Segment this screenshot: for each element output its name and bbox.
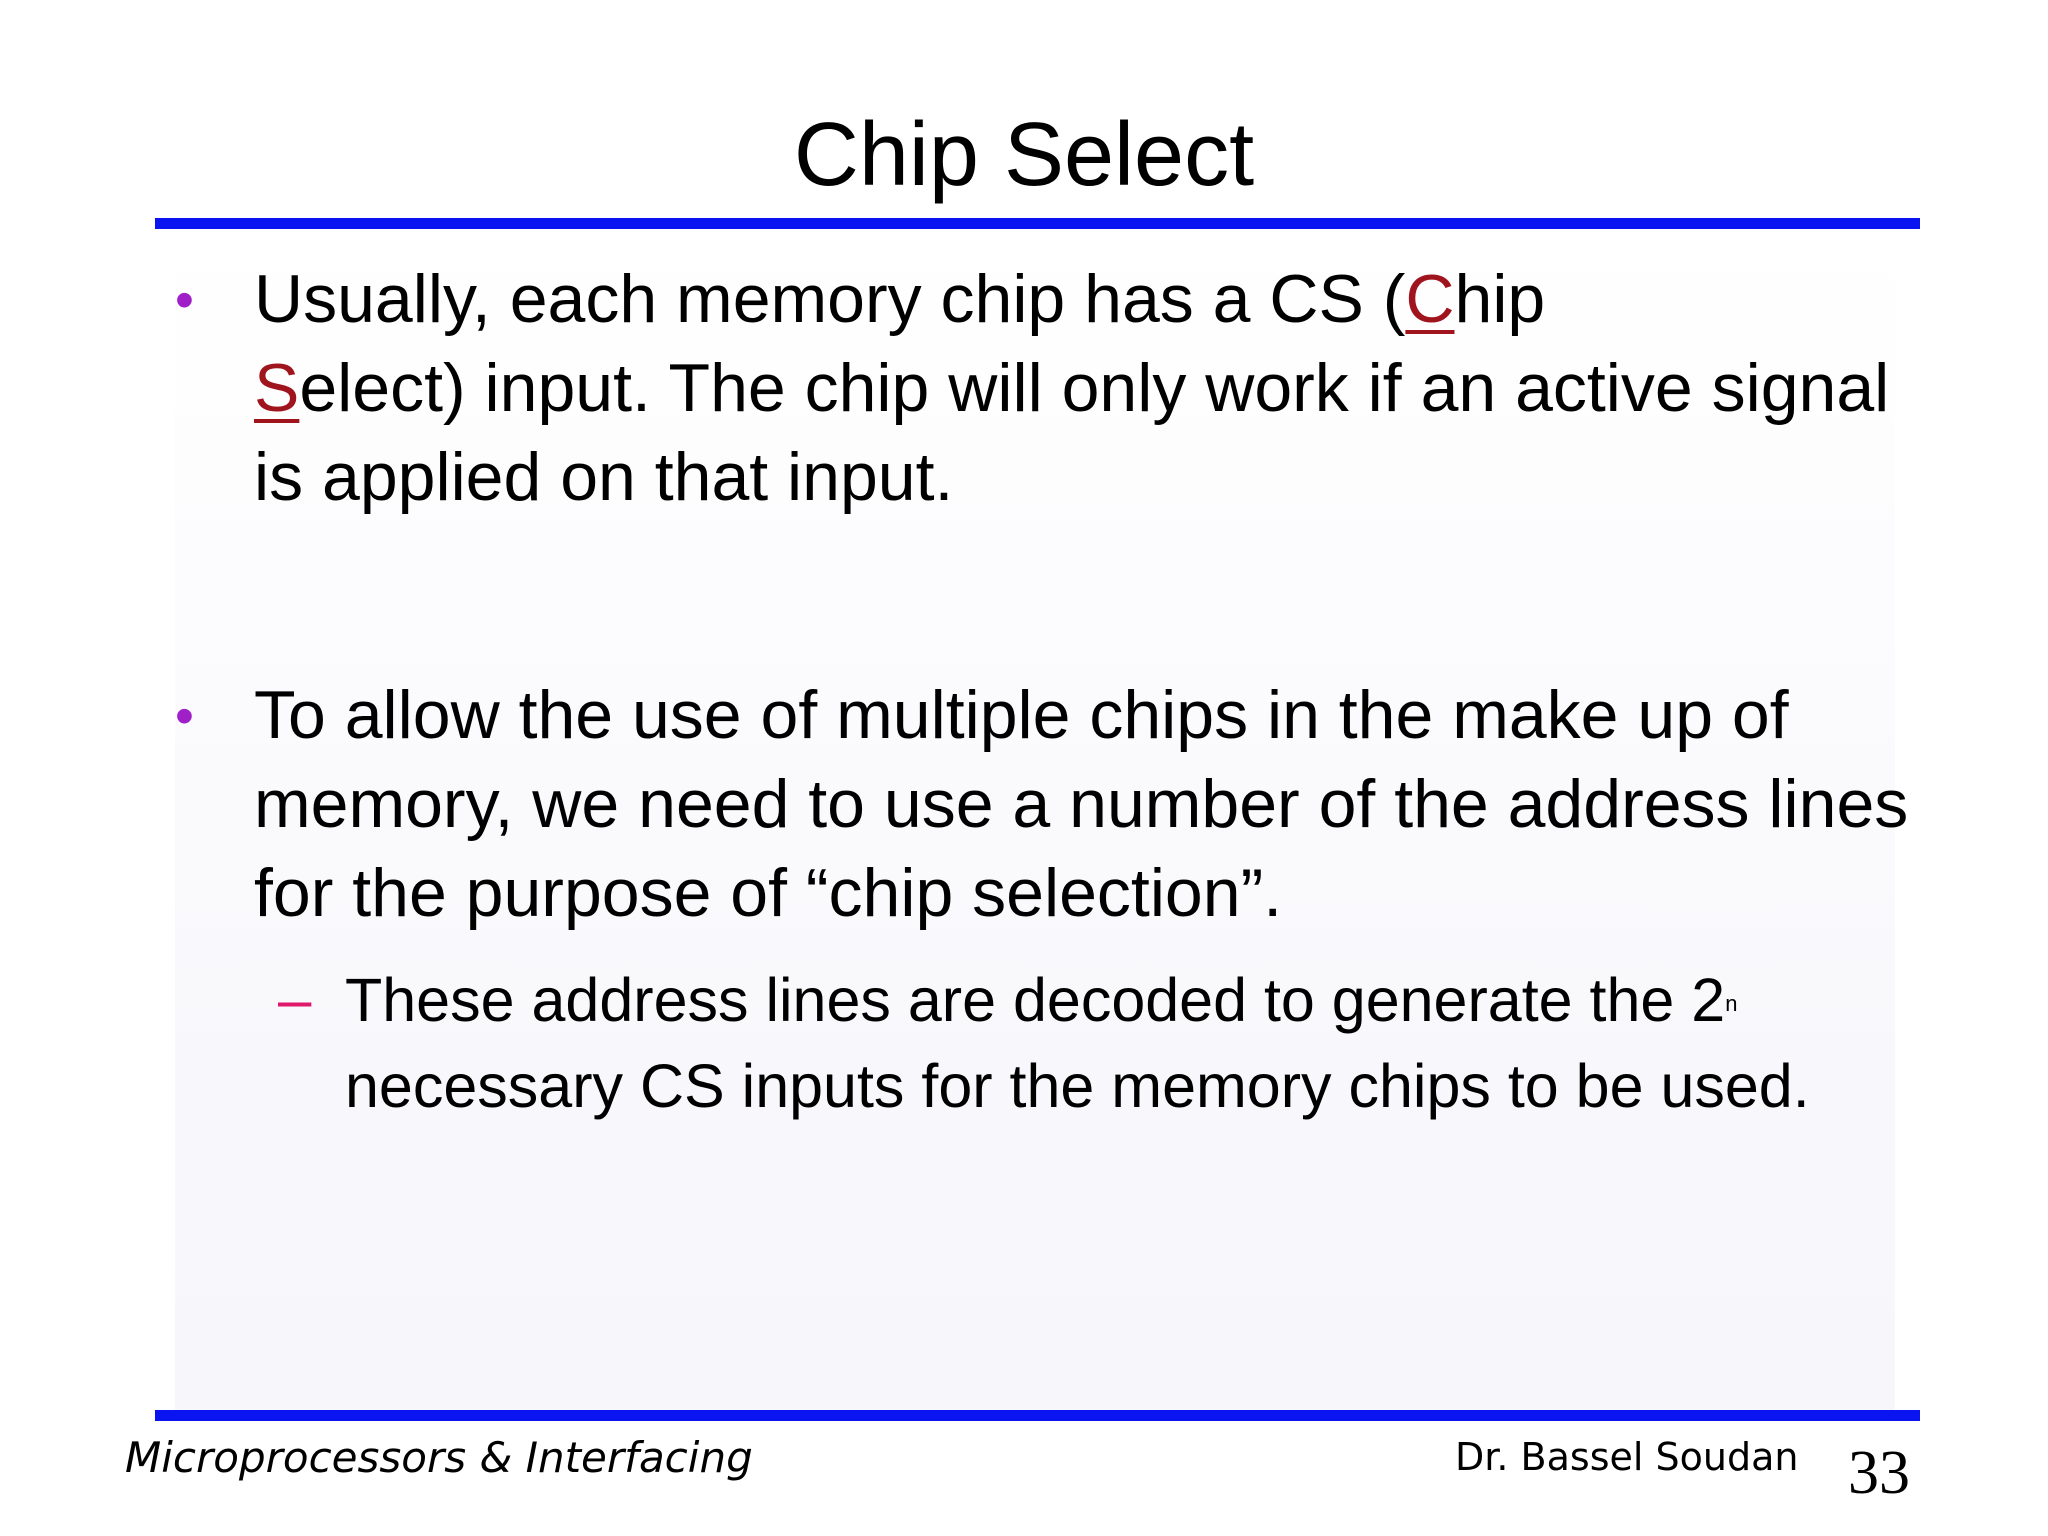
subitem-superscript: n bbox=[1725, 991, 1738, 1016]
bullet-icon: • bbox=[175, 686, 194, 746]
slide-title: Chip Select bbox=[793, 105, 1255, 205]
dash-icon: – bbox=[278, 966, 312, 1033]
title-underline-rule bbox=[155, 218, 1920, 229]
subitem-suffix: necessary CS inputs for the memory chips to be used. bbox=[345, 1052, 1810, 1120]
bullet-1-segment: elect) input. The chip will only work if an active signal is applied on that input. bbox=[254, 350, 1890, 515]
select-highlight-letter: S bbox=[254, 350, 300, 426]
chip-highlight-letter: C bbox=[1405, 261, 1455, 337]
bullet-1-segment: Usually, each memory chip has a CS ( bbox=[254, 261, 1406, 337]
footer-rule bbox=[155, 1410, 1920, 1421]
subitem-prefix: These address lines are decoded to generate the 2 bbox=[345, 966, 1726, 1034]
bullet-2-text: To allow the use of multiple chips in the make up of memory, we need to use a number of the address lines for the purpose of “chip selection”. bbox=[254, 677, 1909, 931]
page-number: 33 bbox=[1848, 1439, 1910, 1507]
footer-course-title: Microprocessors & Interfacing bbox=[125, 1433, 753, 1482]
bullet-icon: • bbox=[175, 270, 194, 330]
footer-author: Dr. Bassel Soudan bbox=[1455, 1435, 1799, 1479]
bullet-1-text bbox=[254, 255, 1934, 522]
subitem-text bbox=[345, 957, 1945, 1129]
bullet-1-segment: hip bbox=[1454, 261, 1546, 337]
